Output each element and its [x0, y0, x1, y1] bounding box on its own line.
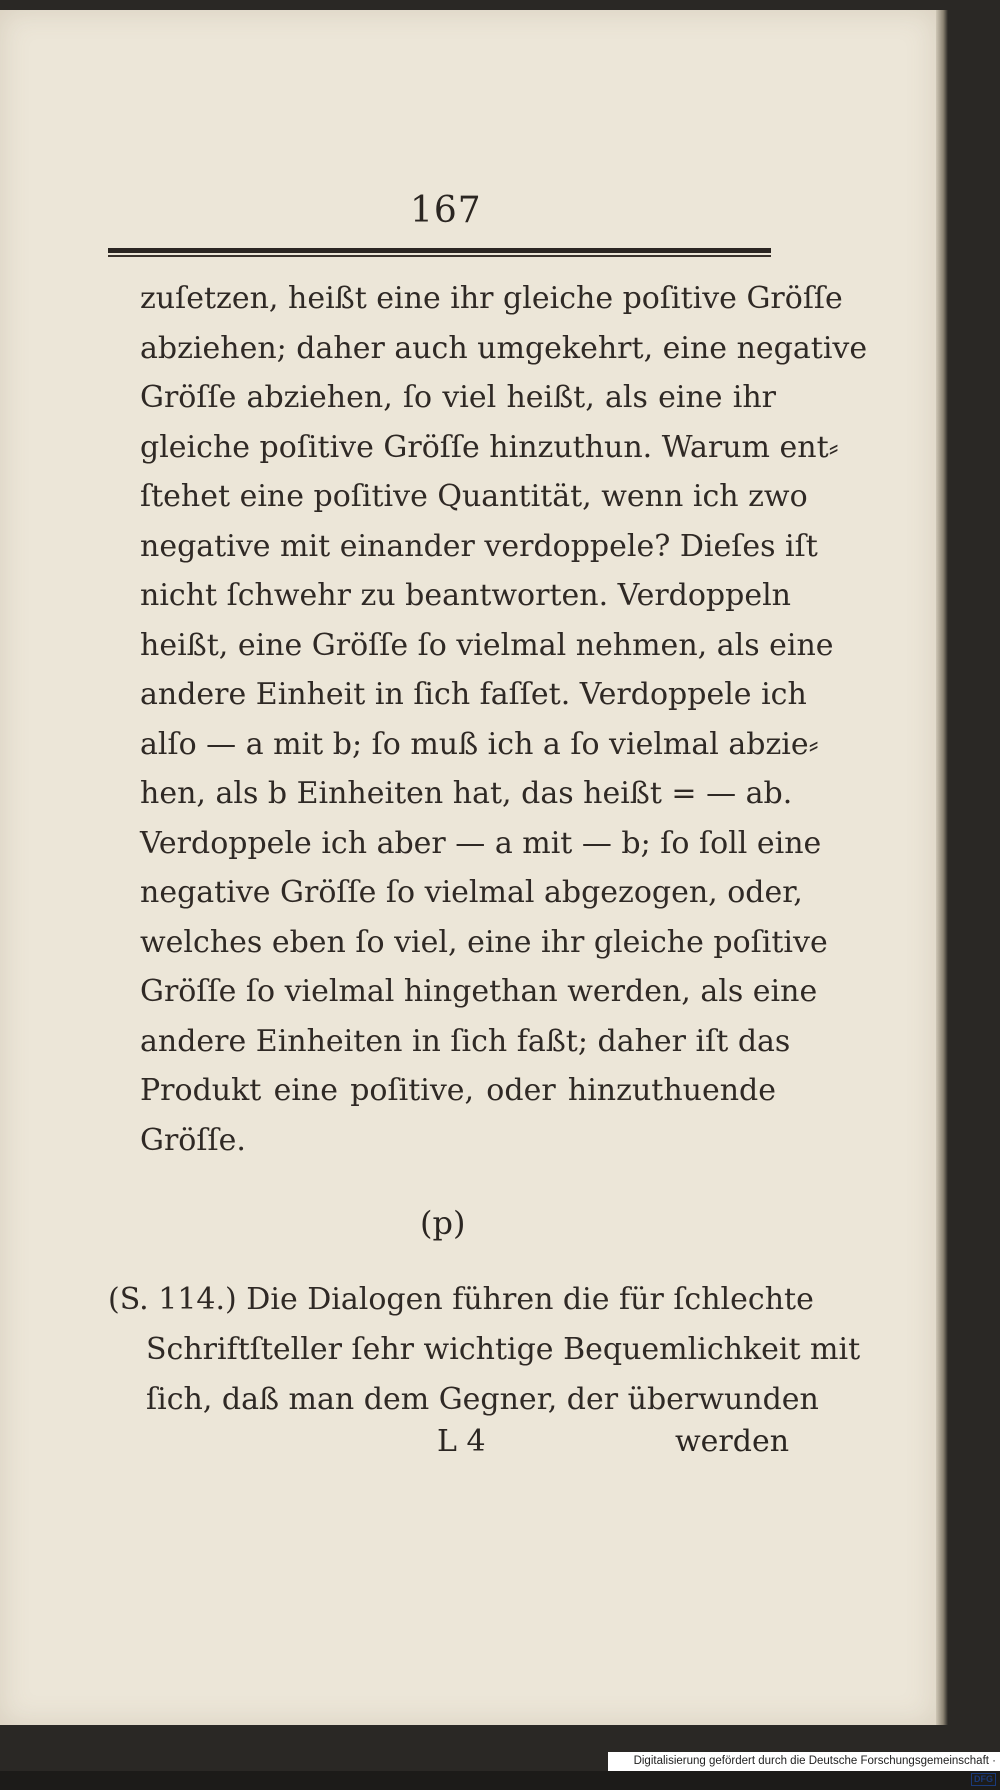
text-line: Verdoppele ich aber — a mit — b; ſo ſoll eine [140, 825, 822, 861]
text-line: Gröſſe abziehen, ſo viel heißt, als eine ihr [140, 380, 776, 415]
text-line: andere Einheit in ſich faſſet. Verdoppele ich [140, 677, 807, 712]
section-mark: (p) [420, 1204, 466, 1242]
text-line: heißt, eine Gröſſe ſo vielmal nehmen, als eine [140, 627, 834, 663]
text-line: abziehen; daher auch umgekehrt, eine negative [140, 330, 868, 366]
text-line: hen, als b Einheiten hat, das heißt = — ab. [140, 776, 793, 811]
signature-mark: L 4 [437, 1424, 486, 1459]
note-line: Schriftſteller ſehr wichtige Bequemlichkeit mit [146, 1332, 861, 1367]
text-line: andere Einheiten in ſich faßt; daher iſt das [140, 1023, 791, 1059]
text-line: nicht ſchwehr zu beantworten. Verdoppeln [140, 578, 792, 613]
text-line: alſo — a mit b; ſo muß ich a ſo vielmal abzie⸗ [140, 726, 819, 762]
note-paragraph [108, 1275, 861, 1425]
text-line: gleiche poſitive Gröſſe hinzuthun. Warum ent⸗ [140, 429, 839, 465]
text-line: ſtehet eine poſitive Quantität, wenn ich zwo [140, 479, 808, 514]
text-line: Gröſſe. [140, 1122, 246, 1158]
text-line: Gröſſe ſo vielmal hingethan werden, als eine [140, 974, 818, 1009]
body-paragraph [140, 274, 868, 1165]
catchword: werden [675, 1424, 790, 1459]
text-line: negative mit einander verdoppele? Dieſes iſt [140, 528, 818, 564]
page-edge [936, 10, 948, 1725]
note-line: (S. 114.) Die Dialogen führen die für ſchlechte [108, 1282, 814, 1317]
footer-text: Digitalisierung gefördert durch die Deutsche Forschungsgemeinschaft · [633, 1755, 996, 1767]
text-line: Produkt eine poſitive, oder hinzuthuende [140, 1073, 776, 1108]
text-line: zuſetzen, heißt eine ihr gleiche poſitive Gröſſe [140, 281, 843, 316]
header-rule-thick [108, 248, 771, 253]
header-rule-thin [108, 255, 771, 257]
header-rule [108, 248, 771, 258]
note-line: ſich, daß man dem Gegner, der überwunden [146, 1382, 819, 1417]
digitization-footer [608, 1752, 1000, 1785]
text-line: welches eben ſo viel, eine ihr gleiche poſitive [140, 924, 828, 960]
text-line: negative Gröſſe ſo vielmal abgezogen, oder, [140, 875, 803, 910]
page-number: 167 [410, 190, 482, 231]
dfg-logo-icon: DFG [971, 1773, 996, 1786]
